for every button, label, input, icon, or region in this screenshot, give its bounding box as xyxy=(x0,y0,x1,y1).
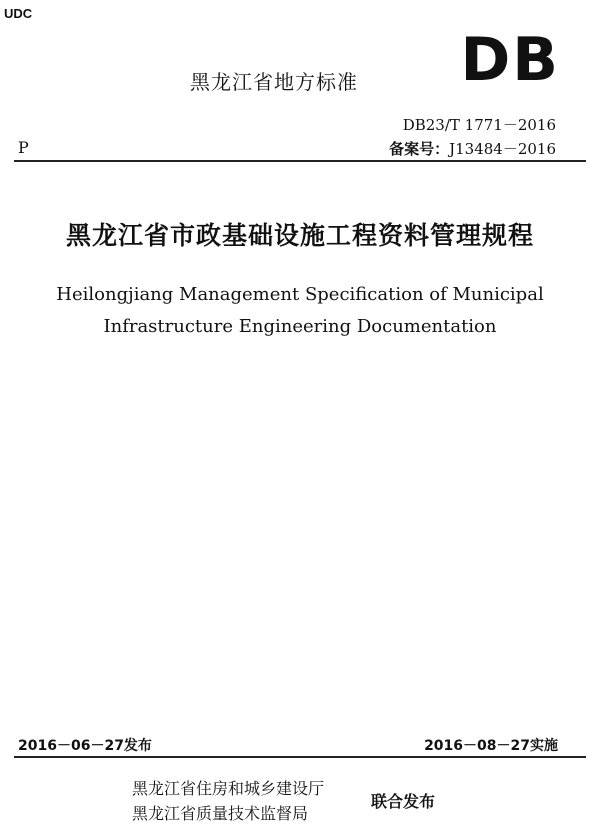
implementation-date: 2016－08－27实施 xyxy=(424,738,558,754)
joint-issue-label: 联合发布 xyxy=(371,792,436,811)
issue-date: 2016－06－27发布 xyxy=(18,738,152,754)
standard-number: DB23/T 1771－2016 xyxy=(402,116,556,134)
classification-code: P xyxy=(18,138,29,157)
record-label: 备案号： xyxy=(389,140,450,158)
title-english-line2: Infrastructure Engineering Documentation xyxy=(103,316,497,337)
issuing-authority-2: 黑龙江省质量技术监督局 xyxy=(132,804,309,823)
udc-label: UDC xyxy=(4,6,33,21)
top-divider xyxy=(14,160,586,162)
title-english-line1: Heilongjiang Management Specification of Municipal xyxy=(56,284,544,305)
issuing-authority-1: 黑龙江省住房和城乡建设厅 xyxy=(132,779,325,798)
standard-type: 黑龙江省地方标准 xyxy=(190,70,358,94)
title-chinese: 黑龙江省市政基础设施工程资料管理规程 xyxy=(65,221,534,250)
record-value: J13484－2016 xyxy=(449,140,556,158)
db-logo: DB xyxy=(460,25,560,95)
bottom-divider xyxy=(14,756,586,758)
record-number xyxy=(389,138,556,159)
